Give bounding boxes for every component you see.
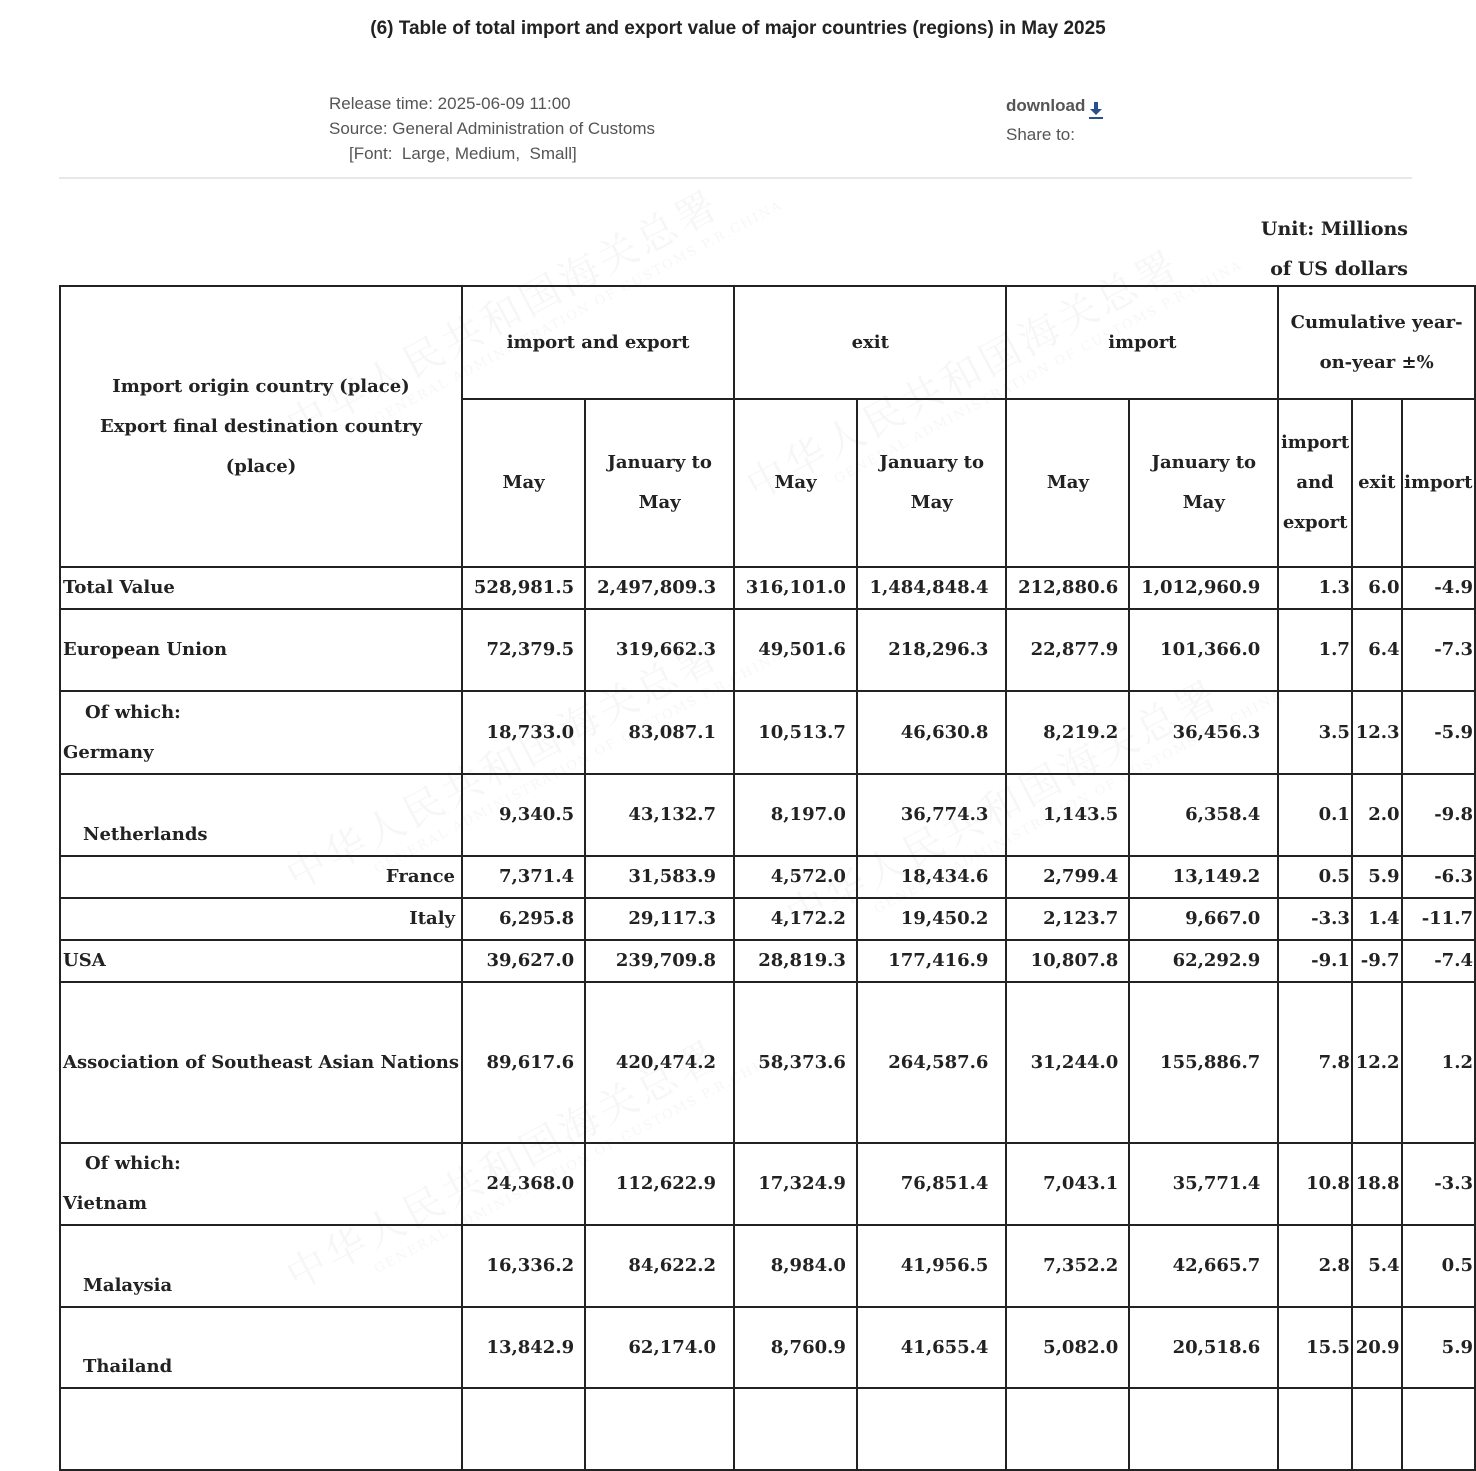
cell-value: 528,981.5 — [462, 567, 585, 609]
cell-value: 17,324.9 — [734, 1143, 857, 1225]
cell-empty — [857, 1388, 1007, 1470]
row-label-header-top: Import origin country (place) — [112, 375, 410, 397]
cell-value: -9.8 — [1402, 774, 1475, 856]
cell-value: -3.3 — [1278, 898, 1352, 940]
table-row — [60, 774, 1475, 856]
cell-value: 18,434.6 — [857, 856, 1007, 898]
subheader-import-may: May — [1006, 399, 1129, 567]
cell-value: -7.3 — [1402, 609, 1475, 691]
cell-value: -3.3 — [1402, 1143, 1475, 1225]
cell-value: 83,087.1 — [585, 691, 734, 774]
cell-value: 0.5 — [1278, 856, 1352, 898]
cell-value: 212,880.6 — [1006, 567, 1129, 609]
cell-value: 9,667.0 — [1129, 898, 1278, 940]
download-link[interactable] — [1006, 91, 1103, 120]
cell-value: 15.5 — [1278, 1307, 1352, 1388]
cell-value: 62,174.0 — [585, 1307, 734, 1388]
table-row — [60, 1307, 1475, 1388]
header-divider — [59, 177, 1412, 179]
cell-value: 177,416.9 — [857, 940, 1007, 982]
cell-value: 7,352.2 — [1006, 1225, 1129, 1307]
row-name: Association of Southeast Asian Nations — [60, 982, 462, 1143]
cell-value: 62,292.9 — [1129, 940, 1278, 982]
cell-empty — [1129, 1388, 1278, 1470]
unit-line-1: Unit: Millions — [1260, 218, 1408, 240]
cell-value: 36,774.3 — [857, 774, 1007, 856]
table-row — [60, 1225, 1475, 1307]
cell-value: 20,518.6 — [1129, 1307, 1278, 1388]
cell-value: 0.5 — [1402, 1225, 1475, 1307]
cell-value: -5.9 — [1402, 691, 1475, 774]
subheader-exit-jan-may: January to May — [857, 399, 1007, 567]
cell-value: -11.7 — [1402, 898, 1475, 940]
cell-value: 12.3 — [1352, 691, 1402, 774]
unit-note — [1261, 209, 1408, 289]
cell-value: 7,043.1 — [1006, 1143, 1129, 1225]
cell-value: 19,450.2 — [857, 898, 1007, 940]
cell-value: 155,886.7 — [1129, 982, 1278, 1143]
subheader-yoy-ie: import and export — [1278, 399, 1352, 567]
cell-value: 18,733.0 — [462, 691, 585, 774]
table-row — [60, 567, 1475, 609]
cell-value: -4.9 — [1402, 567, 1475, 609]
cell-value: 43,132.7 — [585, 774, 734, 856]
cell-value: 49,501.6 — [734, 609, 857, 691]
subheader-exit-may: May — [734, 399, 857, 567]
cell-value: 29,117.3 — [585, 898, 734, 940]
table-row — [60, 856, 1475, 898]
cell-value: 1.3 — [1278, 567, 1352, 609]
cell-empty — [1278, 1388, 1352, 1470]
cell-value: 16,336.2 — [462, 1225, 585, 1307]
cell-value: 6.0 — [1352, 567, 1402, 609]
cell-value: 10,513.7 — [734, 691, 857, 774]
subheader-ie-jan-may: January to May — [585, 399, 734, 567]
table-row-partial — [60, 1388, 1475, 1470]
cell-value: 35,771.4 — [1129, 1143, 1278, 1225]
cell-value: 18.8 — [1352, 1143, 1402, 1225]
font-small-link[interactable]: Small] — [529, 144, 577, 163]
cell-value: 2.0 — [1352, 774, 1402, 856]
cell-value: -9.1 — [1278, 940, 1352, 982]
cell-value: 4,572.0 — [734, 856, 857, 898]
cell-value: 8,760.9 — [734, 1307, 857, 1388]
cell-value: 10.8 — [1278, 1143, 1352, 1225]
cell-value: -9.7 — [1352, 940, 1402, 982]
cell-empty — [734, 1388, 857, 1470]
cell-value: 41,956.5 — [857, 1225, 1007, 1307]
share-label: Share to: — [1006, 125, 1075, 144]
cell-value: 28,819.3 — [734, 940, 857, 982]
cell-value: 2,497,809.3 — [585, 567, 734, 609]
cell-value: 13,842.9 — [462, 1307, 585, 1388]
cell-value: 46,630.8 — [857, 691, 1007, 774]
cell-value: 5.9 — [1352, 856, 1402, 898]
article-actions — [1006, 91, 1103, 149]
article-meta — [329, 91, 655, 166]
cell-value: 1,012,960.9 — [1129, 567, 1278, 609]
cell-value: 5.9 — [1402, 1307, 1475, 1388]
cell-value: 319,662.3 — [585, 609, 734, 691]
cell-value: 1.2 — [1402, 982, 1475, 1143]
cell-value: 2,123.7 — [1006, 898, 1129, 940]
row-label-header — [60, 286, 462, 567]
cell-value: 8,219.2 — [1006, 691, 1129, 774]
unit-line-2: of US dollars — [1270, 258, 1408, 280]
cell-value: 13,149.2 — [1129, 856, 1278, 898]
cell-value: 39,627.0 — [462, 940, 585, 982]
cell-value: 31,583.9 — [585, 856, 734, 898]
font-large-link[interactable]: Large, — [401, 144, 451, 163]
table-row — [60, 691, 1475, 774]
cell-value: 2,799.4 — [1006, 856, 1129, 898]
cell-value: 10,807.8 — [1006, 940, 1129, 982]
cell-value: 239,709.8 — [585, 940, 734, 982]
cell-empty — [462, 1388, 585, 1470]
row-name: Of which: Vietnam — [60, 1143, 462, 1225]
row-label-header-bottom: Export final destination country (place) — [99, 415, 423, 477]
cell-value: 1.7 — [1278, 609, 1352, 691]
trade-table — [59, 285, 1476, 1471]
cell-value: 20.9 — [1352, 1307, 1402, 1388]
cell-value: 264,587.6 — [857, 982, 1007, 1143]
row-name: Total Value — [60, 567, 462, 609]
group-header-yoy: Cumulative year-on-year ±% — [1278, 286, 1475, 399]
cell-value: 1,484,848.4 — [857, 567, 1007, 609]
download-label: download — [1006, 96, 1086, 115]
cell-value: 112,622.9 — [585, 1143, 734, 1225]
row-name: France — [60, 856, 462, 898]
cell-value: -6.3 — [1402, 856, 1475, 898]
cell-value: 58,373.6 — [734, 982, 857, 1143]
cell-empty — [1352, 1388, 1402, 1470]
subheader-yoy-import: import — [1402, 399, 1475, 567]
subheader-import-jan-may: January to May — [1129, 399, 1278, 567]
cell-value: 4,172.2 — [734, 898, 857, 940]
cell-value: 24,368.0 — [462, 1143, 585, 1225]
row-name: Of which: Germany — [60, 691, 462, 774]
table-row — [60, 982, 1475, 1143]
table-row — [60, 898, 1475, 940]
font-label: [Font: — [349, 144, 393, 163]
cell-value: 6.4 — [1352, 609, 1402, 691]
cell-value: 36,456.3 — [1129, 691, 1278, 774]
cell-value: 42,665.7 — [1129, 1225, 1278, 1307]
cell-value: 7,371.4 — [462, 856, 585, 898]
font-medium-link[interactable]: Medium, — [454, 144, 521, 163]
cell-value: 8,984.0 — [734, 1225, 857, 1307]
cell-value: 5.4 — [1352, 1225, 1402, 1307]
cell-value: 9,340.5 — [462, 774, 585, 856]
cell-value: 101,366.0 — [1129, 609, 1278, 691]
row-name: USA — [60, 940, 462, 982]
table-row — [60, 609, 1475, 691]
cell-value: 0.1 — [1278, 774, 1352, 856]
cell-empty — [60, 1388, 462, 1470]
row-name: Thailand — [60, 1307, 462, 1388]
table-row — [60, 940, 1475, 982]
cell-value: 6,358.4 — [1129, 774, 1278, 856]
group-header-exit: exit — [734, 286, 1006, 399]
group-header-import: import — [1006, 286, 1278, 399]
cell-value: 31,244.0 — [1006, 982, 1129, 1143]
cell-empty — [1402, 1388, 1475, 1470]
cell-value: 316,101.0 — [734, 567, 857, 609]
cell-value: 76,851.4 — [857, 1143, 1007, 1225]
cell-value: 218,296.3 — [857, 609, 1007, 691]
cell-value: 2.8 — [1278, 1225, 1352, 1307]
release-time: Release time: 2025-06-09 11:00 — [329, 94, 571, 113]
cell-value: 3.5 — [1278, 691, 1352, 774]
cell-value: 1.4 — [1352, 898, 1402, 940]
download-arrow-icon — [1089, 99, 1103, 117]
group-header-import-export: import and export — [462, 286, 734, 399]
table-row — [60, 1143, 1475, 1225]
cell-value: 84,622.2 — [585, 1225, 734, 1307]
row-name: European Union — [60, 609, 462, 691]
row-name: Malaysia — [60, 1225, 462, 1307]
row-name: Netherlands — [60, 774, 462, 856]
subheader-yoy-exit: exit — [1352, 399, 1402, 567]
source: Source: General Administration of Customs — [329, 119, 655, 138]
page-title: (6) Table of total import and export value of major countries (regions) in May 2025 — [370, 18, 1106, 39]
cell-value: 12.2 — [1352, 982, 1402, 1143]
cell-empty — [585, 1388, 734, 1470]
subheader-ie-may: May — [462, 399, 585, 567]
cell-value: 22,877.9 — [1006, 609, 1129, 691]
cell-value: -7.4 — [1402, 940, 1475, 982]
cell-value: 8,197.0 — [734, 774, 857, 856]
font-size-selector — [329, 141, 655, 166]
cell-empty — [1006, 1388, 1129, 1470]
cell-value: 420,474.2 — [585, 982, 734, 1143]
row-name: Italy — [60, 898, 462, 940]
cell-value: 41,655.4 — [857, 1307, 1007, 1388]
cell-value: 1,143.5 — [1006, 774, 1129, 856]
cell-value: 5,082.0 — [1006, 1307, 1129, 1388]
cell-value: 6,295.8 — [462, 898, 585, 940]
cell-value: 72,379.5 — [462, 609, 585, 691]
cell-value: 7.8 — [1278, 982, 1352, 1143]
cell-value: 89,617.6 — [462, 982, 585, 1143]
